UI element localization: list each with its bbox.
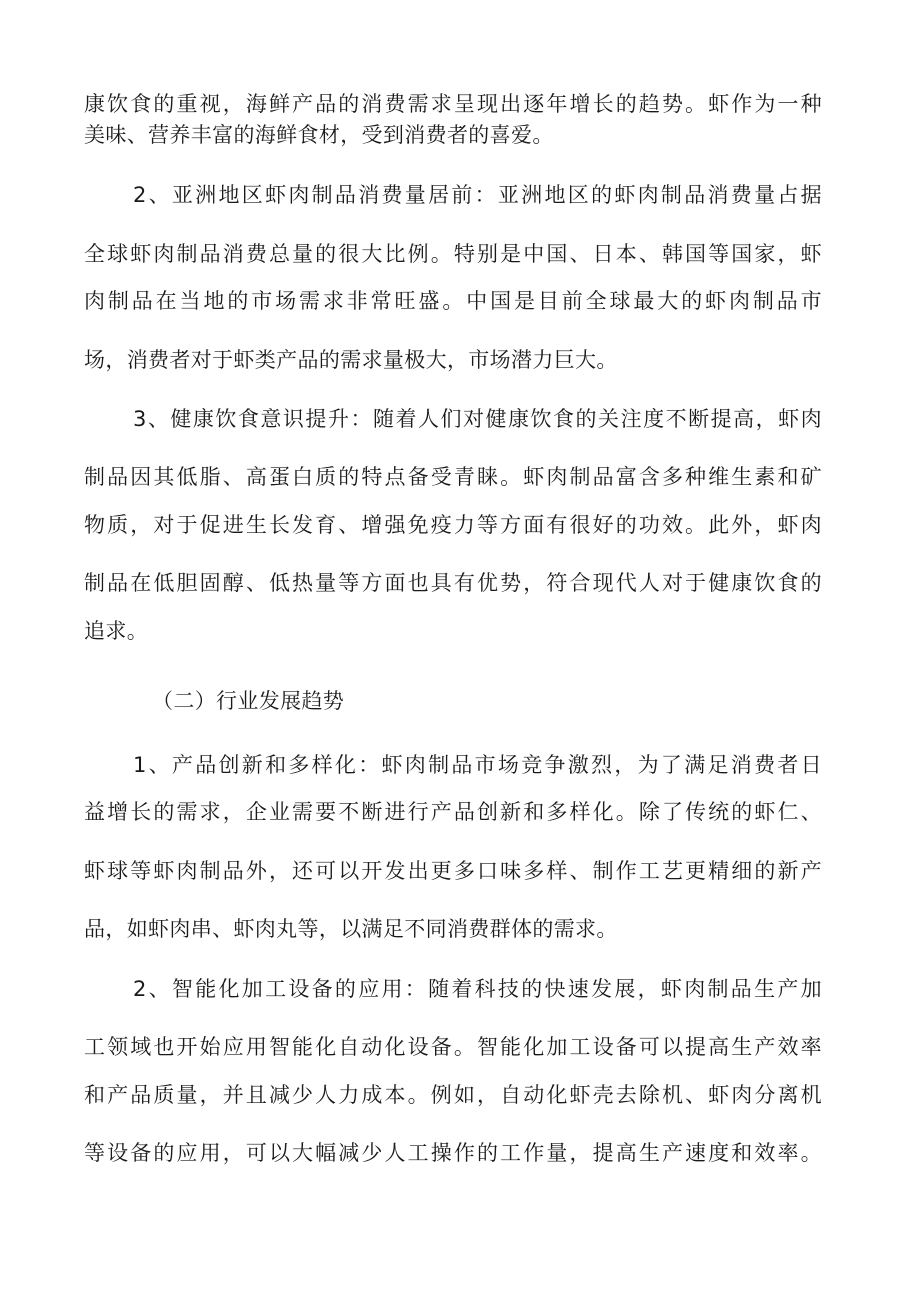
paragraph-4-line-4: 品，如虾肉串、虾肉丸等，以满足不同消费群体的需求。 (84, 917, 618, 941)
paragraph-3-line-3: 物质，对于促进生长发育、增强免疫力等方面有很好的功效。此外，虾肉 (84, 513, 822, 537)
paragraph-2-line-1: 2、亚洲地区虾肉制品消费量居前：亚洲地区的虾肉制品消费量占据 (133, 183, 822, 207)
paragraph-3-line-4: 制品在低胆固醇、低热量等方面也具有优势，符合现代人对于健康饮食的 (84, 571, 822, 595)
paragraph-4-line-2: 益增长的需求，企业需要不断进行产品创新和多样化。除了传统的虾仁、 (84, 800, 822, 824)
section-heading: （二）行业发展趋势 (152, 689, 345, 713)
paragraph-2-line-4: 场，消费者对于虾类产品的需求量极大，市场潜力巨大。 (84, 348, 618, 372)
paragraph-3-line-5: 追求。 (84, 619, 149, 643)
paragraph-3-line-1: 3、健康饮食意识提升：随着人们对健康饮食的关注度不断提高，虾肉 (133, 407, 822, 431)
paragraph-3-line-2: 制品因其低脂、高蛋白质的特点备受青睐。虾肉制品富含多种维生素和矿 (84, 465, 822, 489)
paragraph-5-line-1: 2、智能化加工设备的应用：随着科技的快速发展，虾肉制品生产加 (133, 977, 822, 1001)
paragraph-5-line-2: 工领域也开始应用智能化自动化设备。智能化加工设备可以提高生产效率 (84, 1035, 822, 1059)
paragraph-2-line-2: 全球虾肉制品消费总量的很大比例。特别是中国、日本、韩国等国家，虾 (84, 242, 822, 266)
paragraph-5-line-3: 和产品质量，并且减少人力成本。例如，自动化虾壳去除机、虾肉分离机 (84, 1083, 822, 1107)
paragraph-4-line-3: 虾球等虾肉制品外，还可以开发出更多口味多样、制作工艺更精细的新产 (84, 859, 822, 883)
paragraph-2-line-3: 肉制品在当地的市场需求非常旺盛。中国是目前全球最大的虾肉制品市 (84, 289, 822, 313)
paragraph-intro-line-2: 美味、营养丰富的海鲜食材，受到消费者的喜爱。 (84, 123, 554, 147)
paragraph-5-line-4: 等设备的应用，可以大幅减少人工操作的工作量，提高生产速度和效率。 (84, 1141, 822, 1165)
paragraph-intro-line-1: 康饮食的重视，海鲜产品的消费需求呈现出逐年增长的趋势。虾作为一种 (84, 92, 822, 116)
paragraph-4-line-1: 1、产品创新和多样化：虾肉制品市场竞争激烈，为了满足消费者日 (133, 753, 822, 777)
